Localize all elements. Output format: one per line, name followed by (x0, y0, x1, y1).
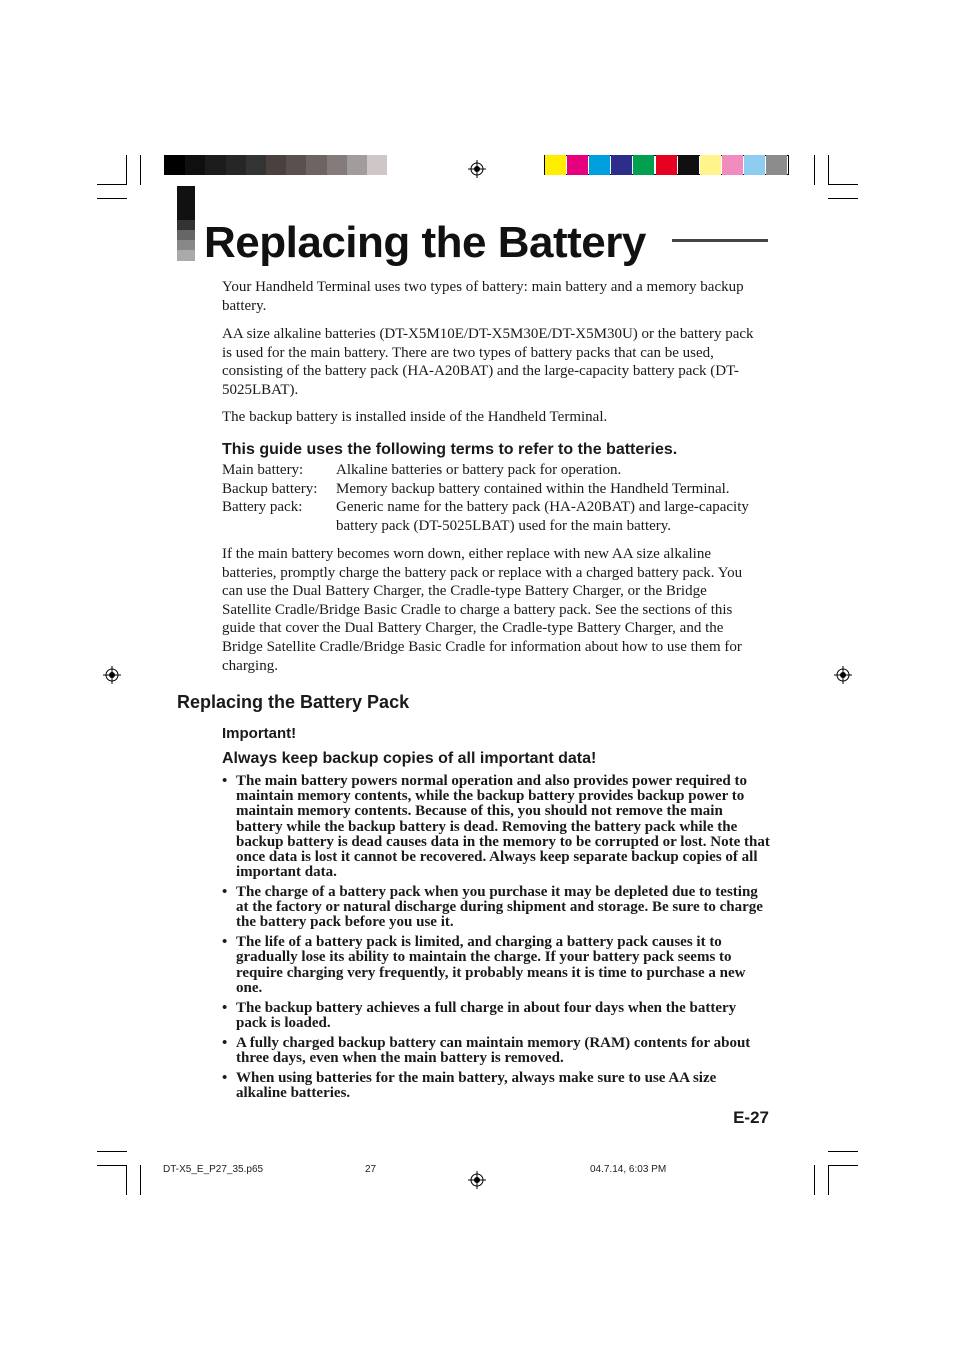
crop-mark (140, 1165, 141, 1195)
intro-paragraph: The backup battery is installed inside of the Handheld Terminal. (222, 409, 608, 425)
crop-mark (97, 1151, 127, 1152)
list-item (222, 1036, 770, 1066)
crop-mark (828, 184, 858, 185)
color-swatch (266, 155, 287, 175)
crop-mark (126, 1165, 127, 1195)
section-heading: Replacing the Battery Pack (177, 692, 410, 712)
registration-target-icon (103, 666, 121, 684)
color-swatch (766, 155, 787, 175)
color-swatch (722, 155, 743, 175)
slug-page: 27 (365, 1164, 377, 1175)
crop-mark (828, 1151, 858, 1152)
slug-filename: DT-X5_E_P27_35.p65 (163, 1164, 264, 1175)
crop-mark (97, 1165, 127, 1166)
color-swatch (327, 155, 348, 175)
crop-mark (828, 1165, 858, 1166)
terms-heading: This guide uses the following terms to refer to the batteries. (222, 441, 678, 458)
registration-target-icon (468, 160, 486, 178)
warning-bullet-list (222, 774, 770, 1106)
bullet-icon: • (222, 884, 228, 901)
registration-target-icon (468, 1171, 486, 1189)
bullet-icon: • (222, 773, 228, 789)
title-bar-segment (177, 220, 195, 230)
bullet-icon: • (222, 999, 228, 1016)
term-label: Backup battery: (222, 481, 318, 497)
color-swatch (286, 155, 307, 175)
bullet-icon: • (222, 934, 228, 951)
bullet-icon: • (222, 1069, 228, 1086)
crop-mark (828, 1165, 829, 1195)
color-swatch (611, 155, 632, 175)
intro-paragraph: Your Handheld Terminal uses two types of battery: main battery and a memory backup battery. (222, 279, 744, 314)
title-bar-segment (177, 240, 195, 250)
color-swatch (633, 155, 654, 175)
crop-mark (97, 184, 127, 185)
crop-mark (828, 198, 858, 199)
crop-mark (97, 198, 127, 199)
crop-mark (126, 155, 127, 185)
color-swatch (567, 155, 588, 175)
title-bar-segment (177, 186, 195, 220)
color-swatch (656, 155, 677, 175)
warning-heading: Always keep backup copies of all important data! (222, 750, 597, 767)
crop-mark (828, 155, 829, 185)
term-description: Generic name for the battery pack (HA-A20BAT) and large-capacity battery pack (DT-5025LBAT) used for the main battery. (336, 499, 749, 534)
list-item (222, 774, 770, 880)
list-item (222, 885, 770, 931)
term-label: Main battery: (222, 462, 304, 478)
bullet-icon: • (222, 1034, 228, 1051)
color-swatch (589, 155, 610, 175)
bullet-text: A fully charged backup battery can maintain memory (RAM) contents for about three days, even when the main battery is removed. (236, 1034, 751, 1066)
crop-mark (814, 1165, 815, 1195)
list-item (222, 1001, 770, 1031)
page-title: Replacing the Battery (204, 218, 646, 267)
title-bar-segment (177, 250, 195, 261)
bullet-text: When using batteries for the main battery, always make sure to use AA size alkaline batteries. (236, 1069, 717, 1101)
crop-mark (814, 155, 815, 185)
crop-mark (140, 155, 141, 185)
color-swatch (246, 155, 267, 175)
color-swatch (185, 155, 206, 175)
term-label: Battery pack: (222, 499, 303, 515)
color-swatch (306, 155, 327, 175)
bullet-text: The life of a battery pack is limited, and charging a battery pack causes it to gradually lose its ability to maintain the charge. If your battery pack seems to require charging very frequently, it probably means it is time to purchase a new one. (236, 934, 746, 996)
title-rule (672, 239, 768, 242)
color-swatch (347, 155, 368, 175)
color-swatch (165, 155, 186, 175)
color-swatch (700, 155, 721, 175)
important-label: Important! (222, 725, 297, 742)
charging-paragraph: If the main battery becomes worn down, either replace with new AA size alkaline batteries, promptly charge the battery pack or replace with a charged battery pack. You can use the Dual Battery Charger, the Cradle-type Battery Charger, or the Bridge Satellite Cradle/Bridge Basic Cradle to charge a battery pack. See the sections of this guide that cover the Dual Battery Charger, the Cradle-type Battery Charger, and the Bridge Satellite Cradle/Bridge Basic Cradle for information about how to use them for charging. (222, 546, 743, 674)
color-swatch (387, 155, 408, 175)
color-swatch (205, 155, 226, 175)
intro-paragraph: AA size alkaline batteries (DT-X5M10E/DT-X5M30E/DT-X5M30U) or the battery pack is used for the main battery. There are two types of battery packs that can be used, consisting of the battery pack (HA-A20BAT) and the large-capacity battery pack (DT-5025LBAT). (222, 326, 754, 398)
registration-target-icon (834, 666, 852, 684)
page-number: E-27 (733, 1108, 769, 1127)
list-item (222, 935, 770, 996)
title-bar-segment (177, 230, 195, 240)
bullet-text: The main battery powers normal operation and also provides power required to maintain memory contents, while the backup battery provides backup power to maintain memory contents. Because of this, you should not remove the main battery while the backup battery is dead. Removing the battery pack while the backup battery is dead causes data in the memory to be corrupted or lost. Note that once data is lost it cannot be recovered. Always keep separate backup copies of all important data. (236, 773, 770, 881)
color-swatch (367, 155, 388, 175)
color-swatch (545, 155, 566, 175)
color-swatch (744, 155, 765, 175)
color-swatch (226, 155, 247, 175)
slug-timestamp: 04.7.14, 6:03 PM (590, 1164, 667, 1175)
list-item (222, 1071, 770, 1101)
bullet-text: The charge of a battery pack when you purchase it may be depleted due to testing at the factory or natural discharge during shipment and storage. Be sure to charge the battery pack before you use it. (236, 884, 763, 931)
color-swatch (678, 155, 699, 175)
term-description: Memory backup battery contained within the Handheld Terminal. (336, 481, 730, 497)
bullet-text: The backup battery achieves a full charge in about four days when the battery pack is loaded. (236, 999, 737, 1031)
term-description: Alkaline batteries or battery pack for operation. (336, 462, 622, 478)
